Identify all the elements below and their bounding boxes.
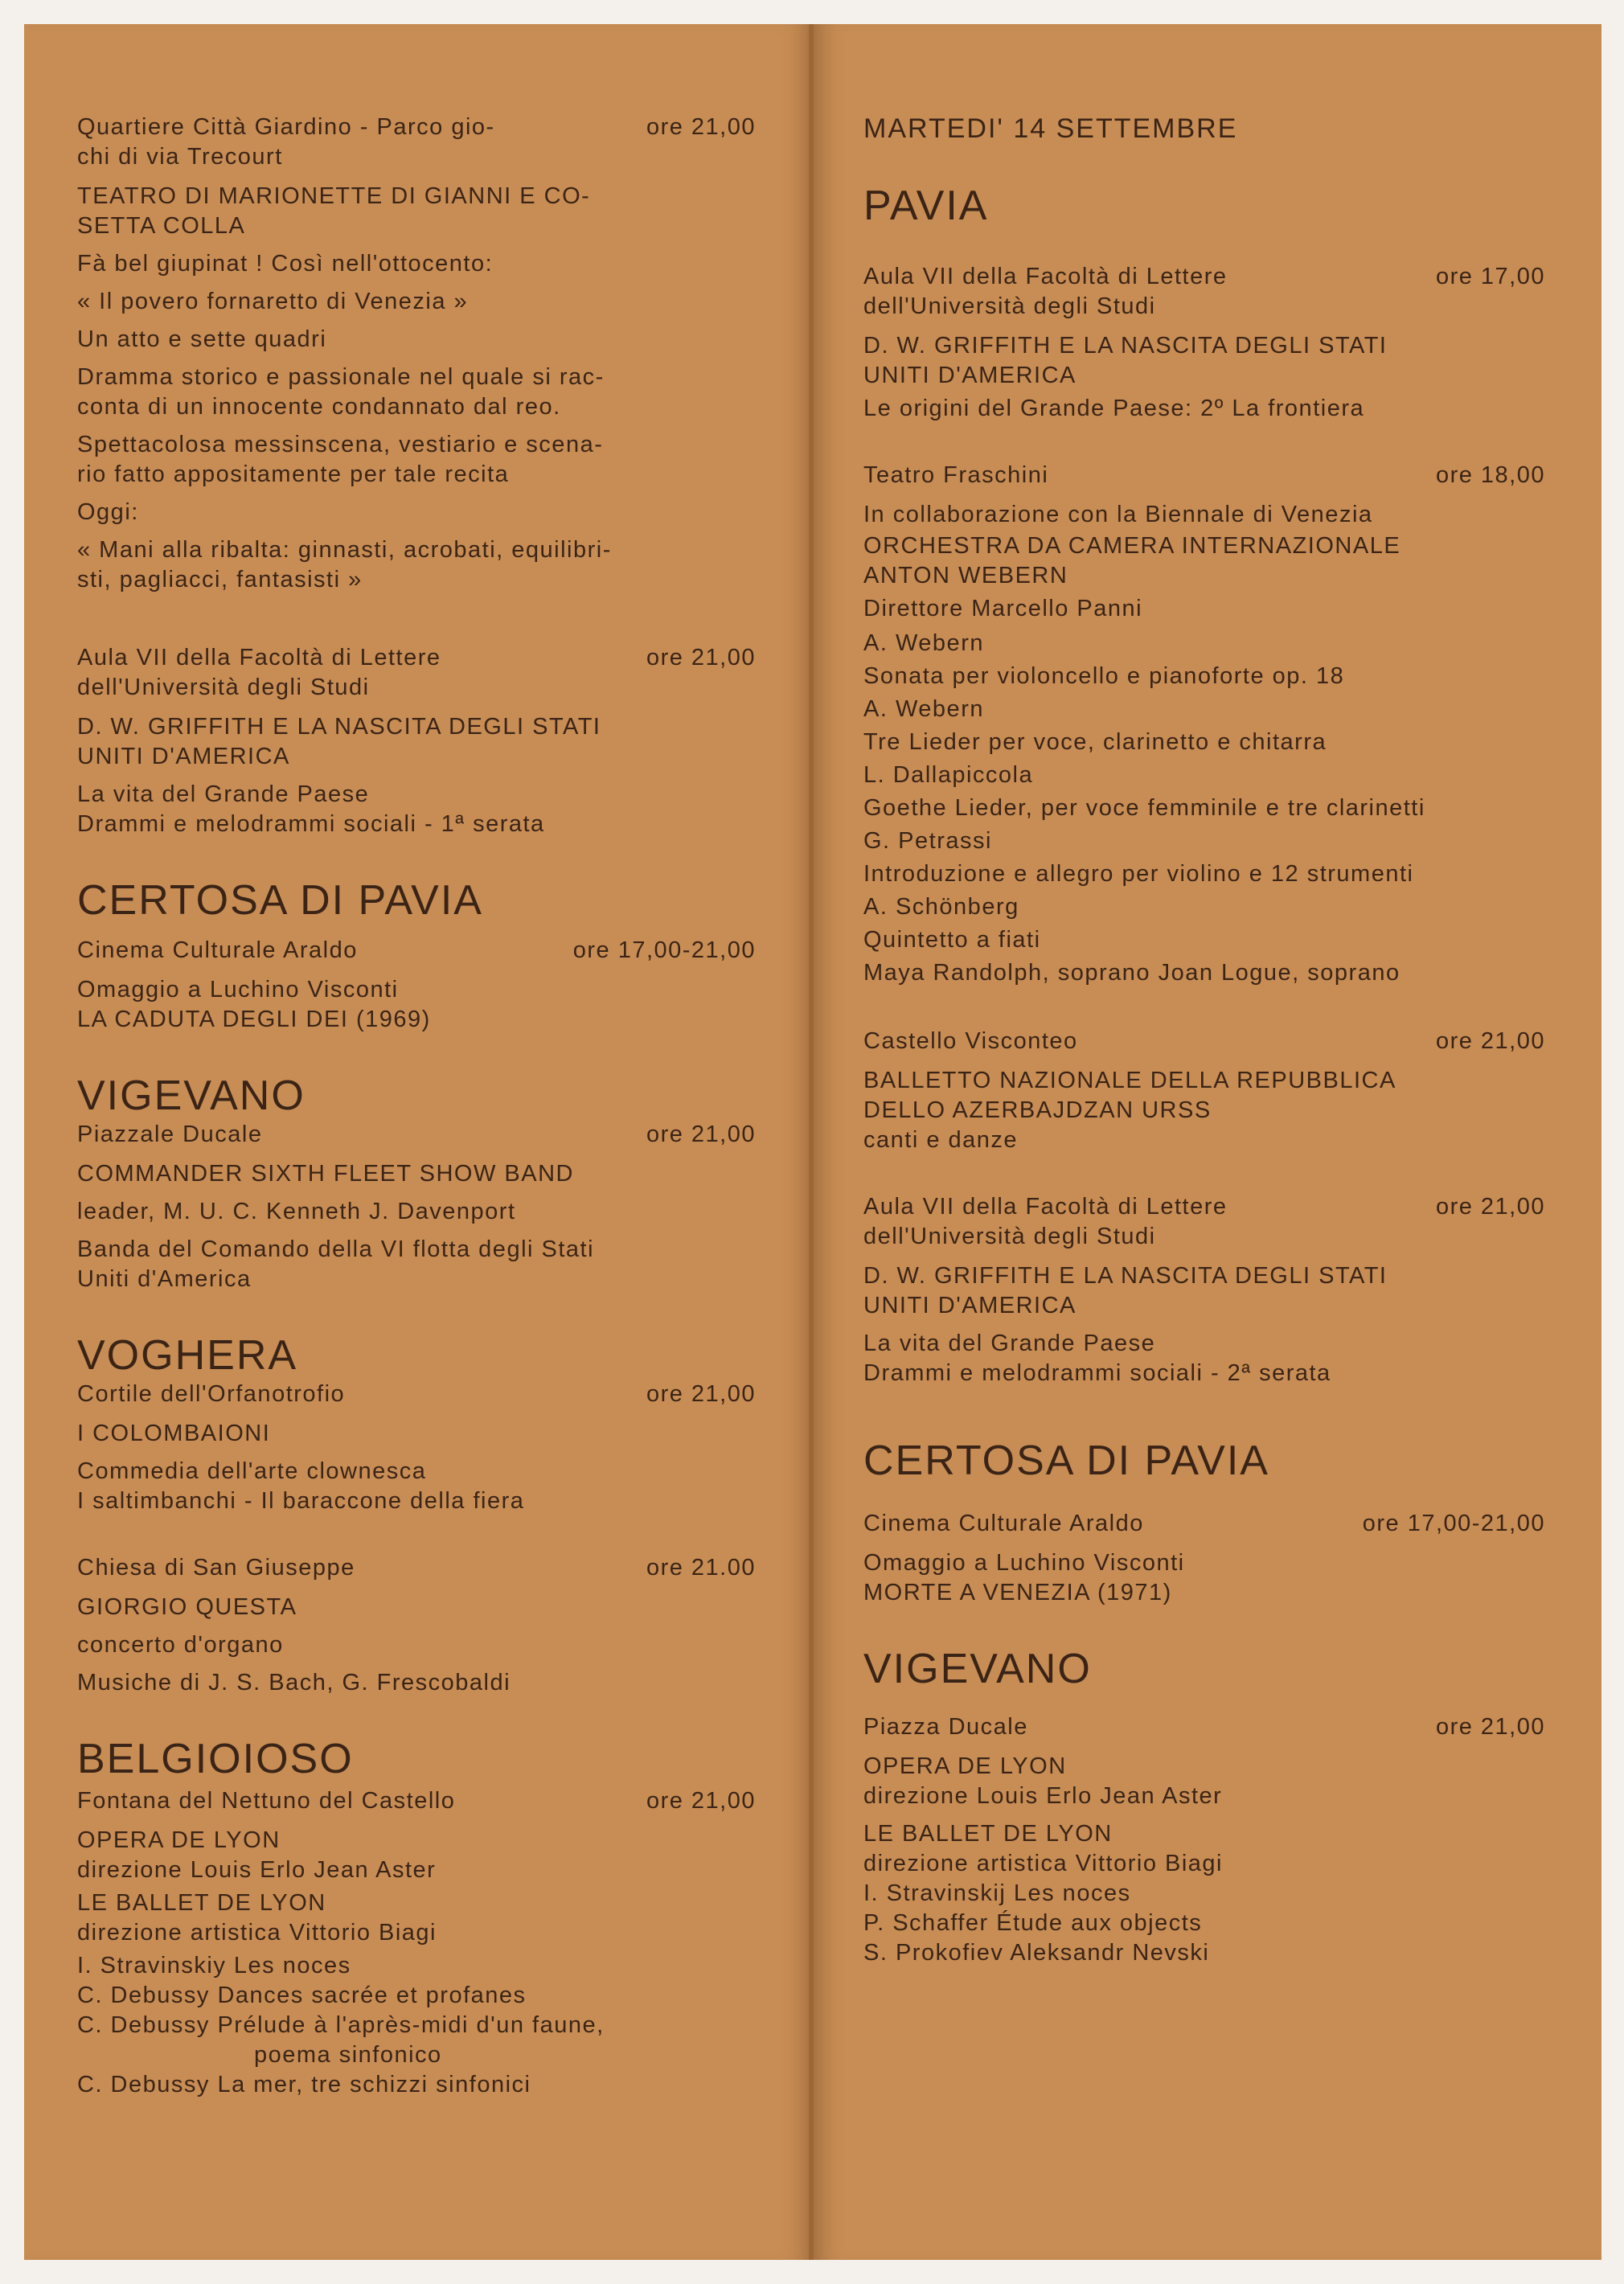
text-line: OPERA DE LYON	[863, 1753, 1067, 1779]
title-line: D. W. GRIFFITH E LA NASCITA DEGLI STATI	[863, 1263, 1388, 1289]
event-time: ore 21,00	[646, 1121, 756, 1147]
venue-line: Piazza Ducale	[863, 1714, 1028, 1740]
city-heading: VIGEVANO	[77, 1072, 306, 1119]
text-line: Drammi e melodrammi sociali - 2ª serata	[863, 1360, 1331, 1386]
composer: L. Dallapiccola	[863, 762, 1034, 788]
venue-line: Aula VII della Facoltà di Lettere	[863, 264, 1228, 289]
event-line	[77, 1235, 756, 1294]
text-line: I. Stravinskij Les noces	[863, 1880, 1131, 1906]
event-venue	[77, 1380, 756, 1409]
venue-line: dell'Università degli Studi	[863, 293, 1156, 319]
text-line: LE BALLET DE LYON	[77, 1890, 326, 1916]
text-line: C. Debussy Prélude à l'après-midi d'un faune,	[77, 2012, 605, 2038]
event-venue	[863, 1712, 1545, 1742]
title-line: ORCHESTRA DA CAMERA INTERNAZIONALE	[863, 533, 1401, 559]
event-time: ore 18,00	[1435, 462, 1545, 488]
city-heading: VOGHERA	[77, 1332, 298, 1379]
text-line: Uniti d'America	[77, 1266, 252, 1292]
event-line	[77, 430, 756, 490]
title-line: D. W. GRIFFITH E LA NASCITA DEGLI STATI	[863, 333, 1388, 359]
event-line	[77, 535, 756, 595]
event-title: GIORGIO QUESTA	[77, 1594, 297, 1620]
text-line: conta di un innocente condannato dal reo.	[77, 394, 561, 420]
event-time: ore 21,00	[1435, 1714, 1545, 1740]
event-line: In collaborazione con la Biennale di Venezia	[863, 502, 1373, 527]
text-line: P. Schaffer Étude aux objects	[863, 1910, 1203, 1936]
venue-line: Piazzale Ducale	[77, 1121, 263, 1147]
event-line	[77, 1457, 756, 1516]
event-line	[863, 1819, 1545, 1968]
left-page	[24, 24, 812, 2260]
text-line: C. Debussy Dances sacrée et profanes	[77, 1983, 527, 2008]
text-line: I. Stravinskiy Les noces	[77, 1953, 351, 1979]
venue-line: chi di via Trecourt	[77, 144, 283, 170]
event-time: ore 21,00	[1435, 1028, 1545, 1054]
venue-line: Teatro Fraschini	[863, 462, 1049, 488]
event-venue	[77, 1120, 756, 1150]
city-heading: CERTOSA DI PAVIA	[77, 877, 483, 924]
title-line: DELLO AZERBAJDZAN URSS	[863, 1097, 1212, 1123]
text-line: « Mani alla ribalta: ginnasti, acrobati, equilibri-	[77, 537, 612, 563]
event-line	[77, 1888, 756, 1948]
event-title	[77, 712, 756, 772]
event-time: ore 21,00	[1435, 1194, 1545, 1220]
text-line: rio fatto appositamente per tale recita	[77, 461, 510, 487]
text-line: canti e danze	[863, 1127, 1019, 1153]
title-line: ANTON WEBERN	[863, 563, 1068, 588]
title-line: TEATRO DI MARIONETTE DI GIANNI E CO-	[77, 183, 591, 209]
event-venue	[77, 643, 756, 703]
work: Sonata per violoncello e pianoforte op. 18	[863, 663, 1345, 689]
event-venue	[863, 1192, 1545, 1252]
event-time: ore 17,00	[1435, 264, 1545, 289]
title-line: BALLETTO NAZIONALE DELLA REPUBBLICA	[863, 1068, 1396, 1093]
event-line: concerto d'organo	[77, 1632, 284, 1658]
title-line: UNITI D'AMERICA	[863, 1293, 1077, 1318]
event-venue	[863, 461, 1545, 490]
event-line	[863, 1329, 1545, 1388]
event-line	[77, 780, 756, 839]
performers: Maya Randolph, soprano Joan Logue, soprano	[863, 960, 1400, 986]
event-time: ore 21.00	[646, 1555, 756, 1581]
event-line	[77, 1826, 756, 1885]
text-line: C. Debussy La mer, tre schizzi sinfonici	[77, 2072, 531, 2097]
text-line: Drammi e melodrammi sociali - 1ª serata	[77, 811, 545, 837]
text-line: Commedia dell'arte clownesca	[77, 1458, 427, 1484]
text-line: I saltimbanchi - Il baraccone della fiera	[77, 1488, 525, 1514]
composer: A. Webern	[863, 630, 984, 656]
event-line: leader, M. U. C. Kenneth J. Davenport	[77, 1199, 516, 1224]
title-line: UNITI D'AMERICA	[863, 363, 1077, 388]
text-line: Spettacolosa messinscena, vestiario e scena-	[77, 432, 604, 457]
work: Tre Lieder per voce, clarinetto e chitarra	[863, 729, 1327, 755]
event-line: Le origini del Grande Paese: 2º La frontiera	[863, 396, 1365, 421]
work: Goethe Lieder, per voce femminile e tre clarinetti	[863, 795, 1425, 821]
event-title	[863, 1261, 1545, 1321]
event-line	[77, 363, 756, 422]
text-line: poema sinfonico	[254, 2042, 442, 2068]
composer: A. Schönberg	[863, 894, 1019, 920]
venue-line: Castello Visconteo	[863, 1028, 1078, 1054]
text-line: LA CADUTA DEGLI DEI (1969)	[77, 1007, 431, 1032]
text-line: direzione Louis Erlo Jean Aster	[863, 1783, 1223, 1809]
venue-line: Aula VII della Facoltà di Lettere	[863, 1194, 1228, 1220]
venue-line: Fontana del Nettuno del Castello	[77, 1788, 456, 1814]
text-line: OPERA DE LYON	[77, 1827, 281, 1853]
text-line: MORTE A VENEZIA (1971)	[863, 1580, 1172, 1605]
text-line: sti, pagliacci, fantasisti »	[77, 567, 363, 593]
venue-line: dell'Università degli Studi	[77, 675, 370, 700]
event-venue	[863, 1509, 1545, 1539]
text-line: Omaggio a Luchino Visconti	[77, 977, 399, 1003]
event-title	[863, 531, 1545, 591]
text-line: direzione artistica Vittorio Biagi	[863, 1851, 1223, 1876]
event-title	[863, 331, 1545, 391]
event-venue	[77, 1553, 756, 1583]
text-line: direzione Louis Erlo Jean Aster	[77, 1857, 437, 1883]
text-line: Banda del Comando della VI flotta degli Stati	[77, 1236, 595, 1262]
event-line: Direttore Marcello Panni	[863, 596, 1143, 621]
event-line	[863, 1548, 1545, 1608]
event-venue	[863, 262, 1545, 322]
event-time: ore 17,00-21,00	[1362, 1511, 1545, 1536]
composer: G. Petrassi	[863, 828, 992, 854]
event-line: Un atto e sette quadri	[77, 326, 327, 352]
event-line: « Il povero fornaretto di Venezia »	[77, 289, 469, 314]
program-list	[863, 627, 1545, 990]
event-line	[77, 975, 756, 1035]
text-line: S. Prokofiev Aleksandr Nevski	[863, 1940, 1210, 1966]
venue-line: Aula VII della Facoltà di Lettere	[77, 645, 441, 670]
event-time: ore 21,00	[646, 1381, 756, 1407]
venue-line: Cinema Culturale Araldo	[77, 937, 358, 963]
event-time: ore 21,00	[646, 114, 756, 140]
event-line: Fà bel giupinat ! Così nell'ottocento:	[77, 251, 494, 277]
event-title	[863, 1066, 1545, 1155]
event-time: ore 17,00-21,00	[572, 937, 756, 963]
venue-line: Cinema Culturale Araldo	[863, 1511, 1144, 1536]
event-title	[77, 182, 756, 241]
event-venue	[863, 1027, 1545, 1056]
event-time: ore 21,00	[646, 645, 756, 670]
city-heading: CERTOSA DI PAVIA	[863, 1437, 1269, 1484]
title-line: SETTA COLLA	[77, 213, 246, 239]
event-venue	[77, 1786, 756, 1816]
event-venue	[77, 936, 756, 966]
event-line: Oggi:	[77, 499, 139, 525]
event-time: ore 21,00	[646, 1788, 756, 1814]
venue-line: Quartiere Città Giardino - Parco gio-	[77, 114, 495, 140]
event-line	[77, 1951, 756, 2100]
event-title: COMMANDER SIXTH FLEET SHOW BAND	[77, 1161, 574, 1187]
venue-line: Chiesa di San Giuseppe	[77, 1555, 355, 1581]
event-line: Musiche di J. S. Bach, G. Frescobaldi	[77, 1670, 511, 1696]
venue-line: Cortile dell'Orfanotrofio	[77, 1381, 346, 1407]
event-venue	[77, 113, 756, 172]
city-heading: PAVIA	[863, 182, 989, 229]
text-line: La vita del Grande Paese	[863, 1331, 1156, 1356]
event-line	[863, 1752, 1545, 1811]
composer: A. Webern	[863, 696, 984, 722]
text-line: Dramma storico e passionale nel quale si rac-	[77, 364, 605, 390]
work: Quintetto a fiati	[863, 927, 1041, 953]
title-line: UNITI D'AMERICA	[77, 744, 290, 769]
text-line: La vita del Grande Paese	[77, 781, 370, 807]
text-line: Omaggio a Luchino Visconti	[863, 1550, 1185, 1576]
right-page	[814, 24, 1601, 2260]
text-line: LE BALLET DE LYON	[863, 1821, 1113, 1847]
day-heading: MARTEDI' 14 SETTEMBRE	[863, 113, 1238, 144]
text-line: direzione artistica Vittorio Biagi	[77, 1920, 437, 1946]
city-heading: VIGEVANO	[863, 1646, 1092, 1692]
work: Introduzione e allegro per violino e 12 strumenti	[863, 861, 1414, 887]
title-line: D. W. GRIFFITH E LA NASCITA DEGLI STATI	[77, 714, 601, 740]
city-heading: BELGIOIOSO	[77, 1736, 354, 1782]
venue-line: dell'Università degli Studi	[863, 1224, 1156, 1249]
event-title: I COLOMBAIONI	[77, 1421, 271, 1446]
